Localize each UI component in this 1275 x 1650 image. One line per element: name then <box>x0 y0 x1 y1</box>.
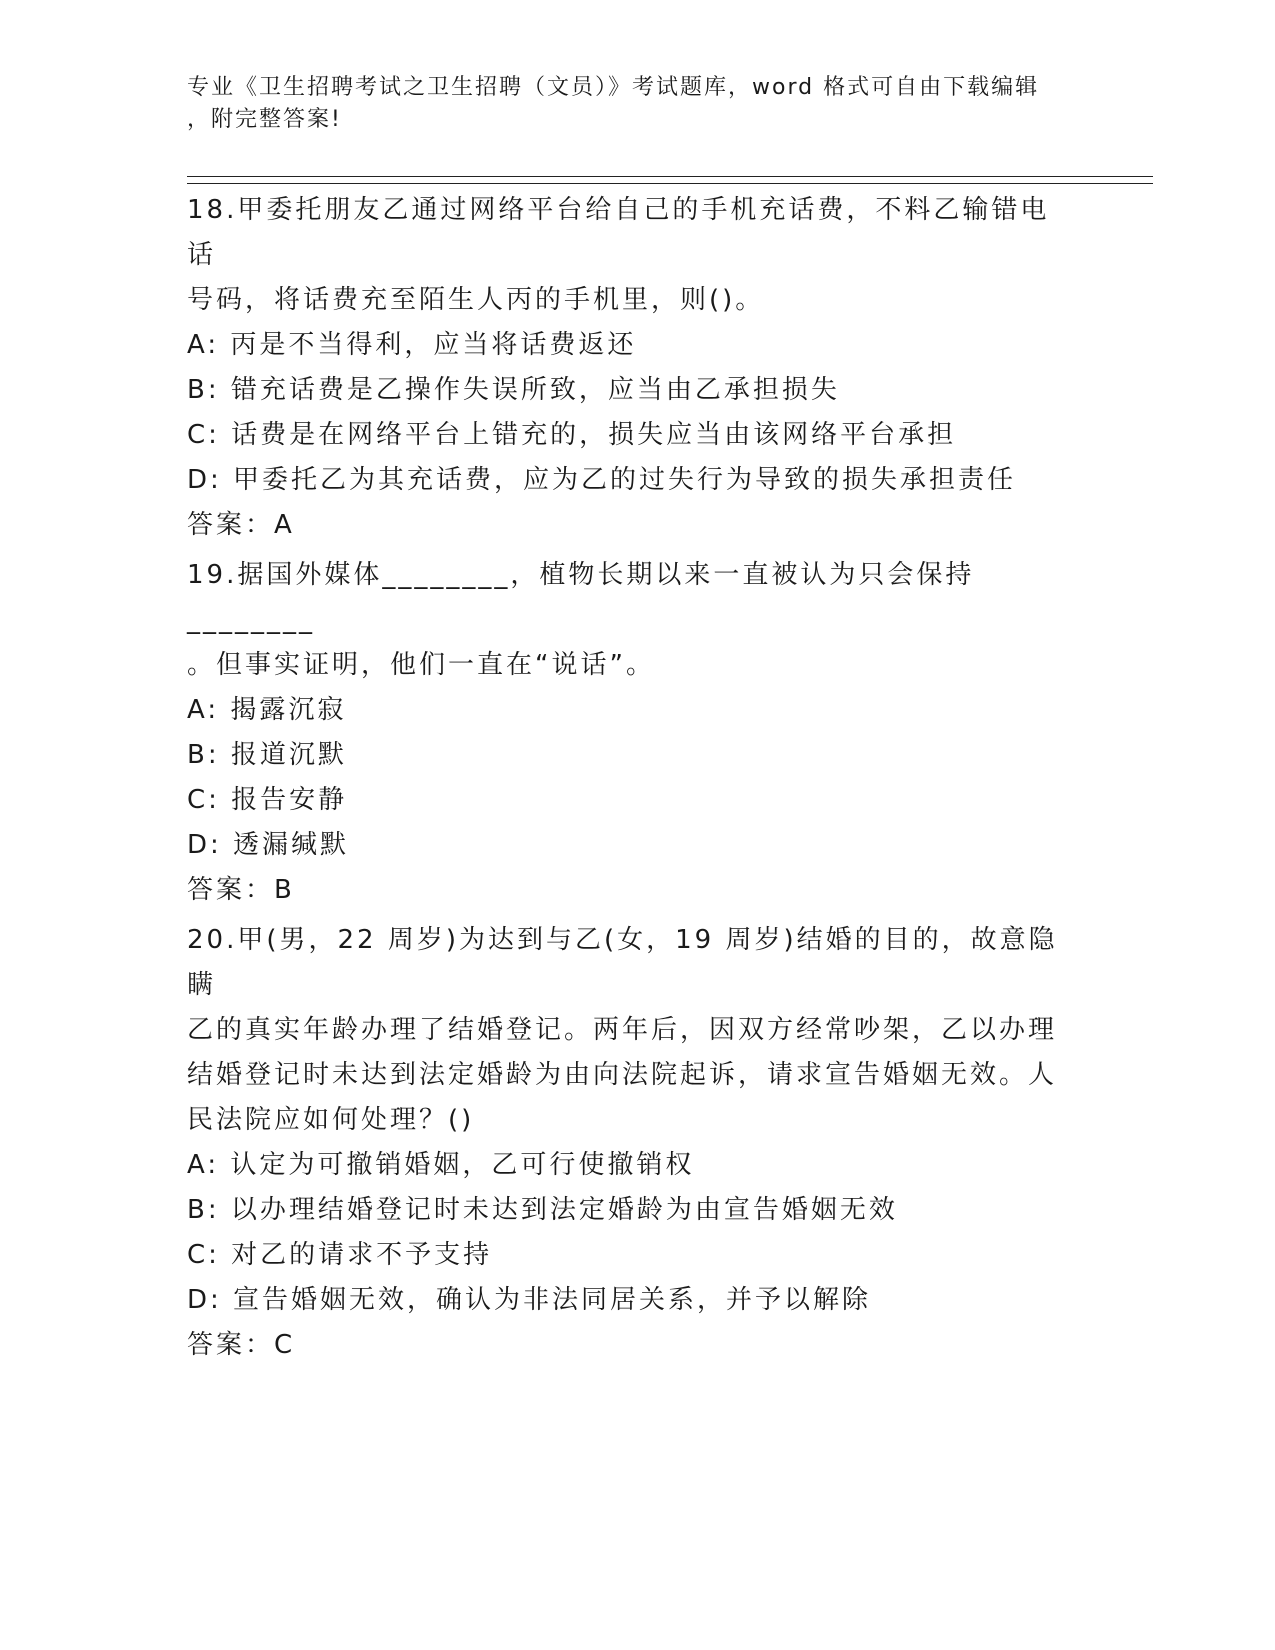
question-18 <box>187 188 1067 548</box>
question-stem-line: 19.据国外媒体________，植物长期以来一直被认为只会保持________ <box>187 560 975 635</box>
question-stem-line: 20.甲(男，22 周岁)为达到与乙(女，19 周岁)结婚的目的，故意隐瞒 <box>187 925 1058 1000</box>
question-stem-line: 18.甲委托朋友乙通过网络平台给自己的手机充话费，不料乙输错电话 <box>187 195 1050 270</box>
option-d: D: 透漏缄默 <box>187 830 350 860</box>
option-b: B: 以办理结婚登记时未达到法定婚龄为由宣告婚姻无效 <box>187 1195 898 1225</box>
header-line-1: 专业《卫生招聘考试之卫生招聘（文员）》考试题库，word 格式可自由下载编辑 <box>187 75 1040 100</box>
question-20 <box>187 918 1067 1368</box>
answer-line: 答案：C <box>187 1330 296 1360</box>
option-b: B: 报道沉默 <box>187 740 347 770</box>
header-divider-top <box>187 176 1153 177</box>
option-c: C: 对乙的请求不予支持 <box>187 1240 493 1270</box>
option-c: C: 报告安静 <box>187 785 348 815</box>
question-stem-line: 号码，将话费充至陌生人丙的手机里，则()。 <box>187 285 765 315</box>
document-header <box>187 72 1067 136</box>
question-stem-line: 。但事实证明，他们一直在“说话”。 <box>187 650 655 680</box>
option-d: D: 甲委托乙为其充话费，应为乙的过失行为导致的损失承担责任 <box>187 465 1017 495</box>
question-stem-line: 乙的真实年龄办理了结婚登记。两年后，因双方经常吵架，乙以办理 <box>187 1015 1058 1045</box>
question-stem-line: 结婚登记时未达到法定婚龄为由向法院起诉，请求宣告婚姻无效。人 <box>187 1060 1058 1090</box>
option-a: A: 认定为可撤销婚姻，乙可行使撤销权 <box>187 1150 695 1180</box>
option-b: B: 错充话费是乙操作失误所致，应当由乙承担损失 <box>187 375 840 405</box>
option-c: C: 话费是在网络平台上错充的，损失应当由该网络平台承担 <box>187 420 957 450</box>
header-divider-bottom <box>187 183 1153 184</box>
option-d: D: 宣告婚姻无效，确认为非法同居关系，并予以解除 <box>187 1285 872 1315</box>
option-a: A: 丙是不当得利，应当将话费返还 <box>187 330 637 360</box>
answer-line: 答案：A <box>187 510 295 540</box>
question-stem-line: 民法院应如何处理？() <box>187 1105 475 1135</box>
question-19 <box>187 553 1067 913</box>
header-line-2: ，附完整答案! <box>187 107 342 132</box>
answer-line: 答案：B <box>187 875 295 905</box>
option-a: A: 揭露沉寂 <box>187 695 347 725</box>
